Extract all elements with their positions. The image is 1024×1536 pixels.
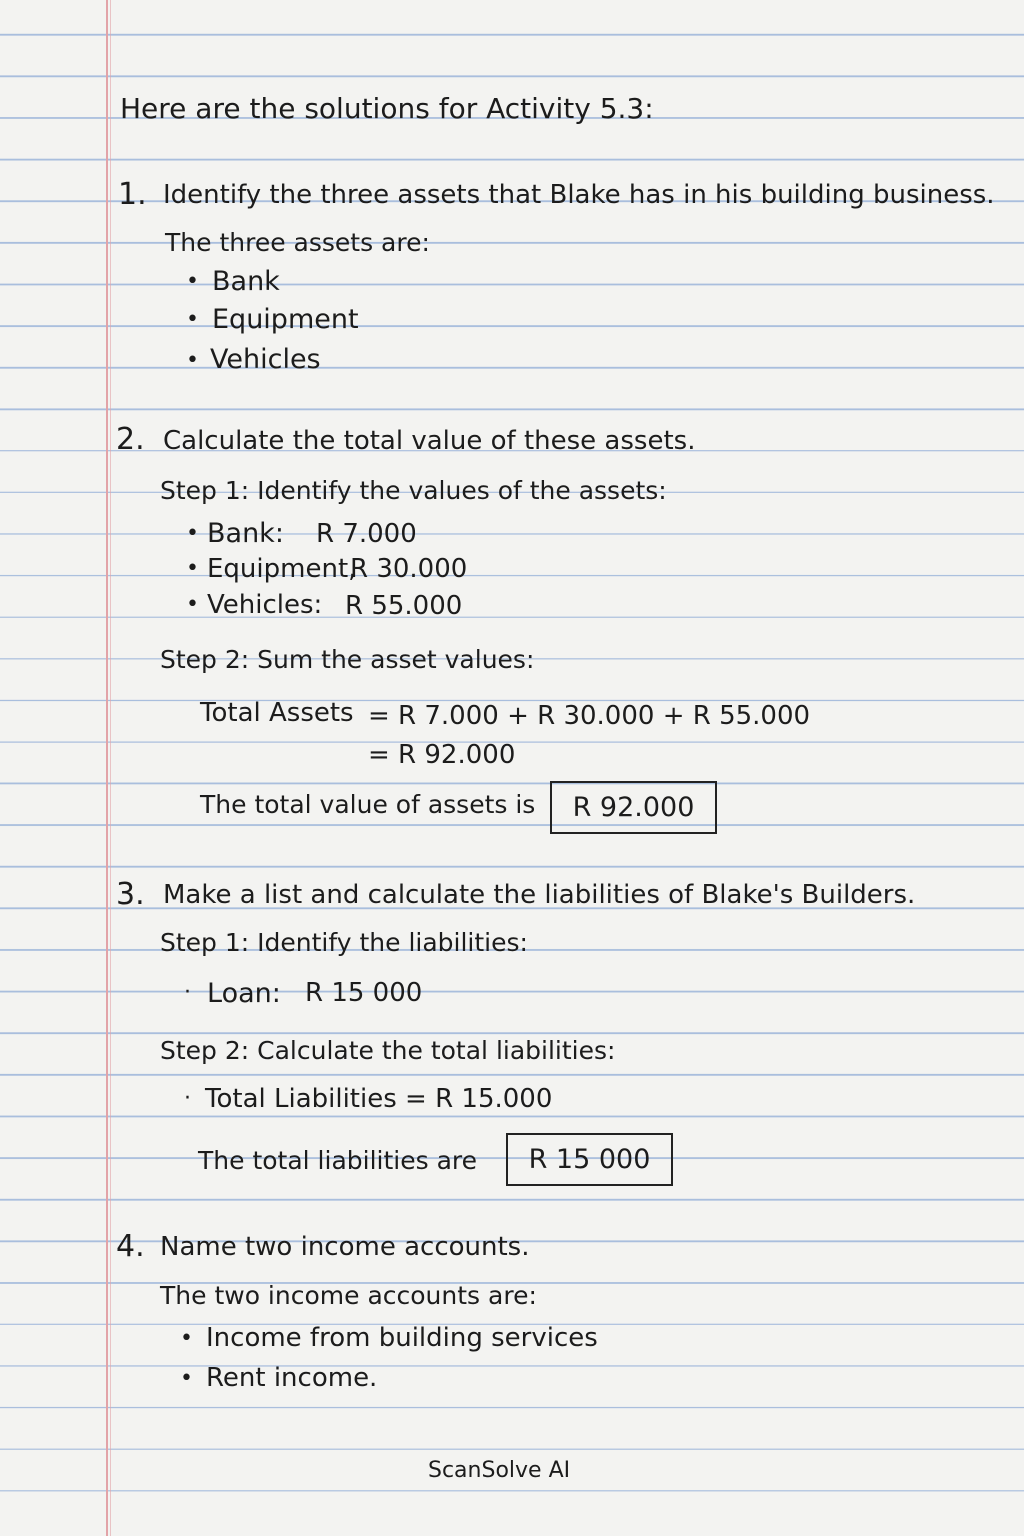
q4-item-building-services: Income from building services xyxy=(206,1323,598,1353)
bullet-icon: • xyxy=(186,592,199,617)
q1-item-vehicles: Vehicles xyxy=(210,344,321,375)
q2-value-equipment-name: Equipment, xyxy=(207,554,357,584)
bullet-icon: • xyxy=(186,269,199,294)
q4-item-rent-income: Rent income. xyxy=(206,1363,378,1393)
q2-step2: Step 2: Sum the asset values: xyxy=(160,645,535,674)
bullet-icon: • xyxy=(186,556,199,581)
q2-calc-line2: = R 92.000 xyxy=(368,740,516,770)
q3-step2: Step 2: Calculate the total liabilities: xyxy=(160,1036,616,1065)
q3-question: Make a list and calculate the liabilities of Blake's Builders. xyxy=(163,880,916,910)
q4-number: 4. xyxy=(116,1229,145,1264)
intro-heading: Here are the solutions for Activity 5.3: xyxy=(120,92,654,125)
q2-value-bank-name: Bank: xyxy=(207,518,284,549)
q2-result-box: R 92.000 xyxy=(550,781,717,834)
q2-result-text: The total value of assets is xyxy=(200,790,536,819)
q2-calc-line1: = R 7.000 + R 30.000 + R 55.000 xyxy=(368,701,811,731)
q1-item-equipment: Equipment xyxy=(212,304,359,335)
q2-step1: Step 1: Identify the values of the assets: xyxy=(160,476,667,505)
q3-calc: Total Liabilities = R 15.000 xyxy=(205,1084,553,1114)
q1-item-bank: Bank xyxy=(212,266,280,297)
q2-value-bank-amount: R 7.000 xyxy=(316,519,417,549)
q2-question: Calculate the total value of these assets. xyxy=(163,426,696,456)
q1-number: 1. xyxy=(118,177,147,212)
q2-number: 2. xyxy=(116,422,145,457)
q3-item-amount: R 15 000 xyxy=(305,978,423,1008)
q1-lead: The three assets are: xyxy=(165,228,430,257)
q3-number: 3. xyxy=(116,877,145,912)
q1-question: Identify the three assets that Blake has in his building business. xyxy=(163,180,995,210)
bullet-icon: • xyxy=(180,1326,193,1351)
q3-step1: Step 1: Identify the liabilities: xyxy=(160,928,528,957)
bullet-icon: • xyxy=(186,521,199,546)
q4-lead: The two income accounts are: xyxy=(160,1281,537,1310)
q2-value-equipment-amount: R 30.000 xyxy=(350,554,468,584)
bullet-icon: • xyxy=(186,348,199,373)
bullet-icon: • xyxy=(186,307,199,332)
footer-brand: ScanSolve AI xyxy=(428,1458,571,1483)
q2-value-vehicles-name: Vehicles: xyxy=(207,590,323,620)
bullet-icon: · xyxy=(184,1086,191,1111)
q4-question: Name two income accounts. xyxy=(160,1232,530,1262)
q2-value-vehicles-amount: R 55.000 xyxy=(345,591,463,621)
bullet-icon: · xyxy=(184,980,191,1005)
margin-line-secondary xyxy=(110,0,111,1536)
q2-calc-label: Total Assets xyxy=(200,698,354,728)
q3-item-name: Loan: xyxy=(207,978,281,1009)
q3-result-box: R 15 000 xyxy=(506,1133,673,1186)
q3-result-text: The total liabilities are xyxy=(198,1146,478,1175)
margin-line xyxy=(106,0,108,1536)
bullet-icon: • xyxy=(180,1366,193,1391)
